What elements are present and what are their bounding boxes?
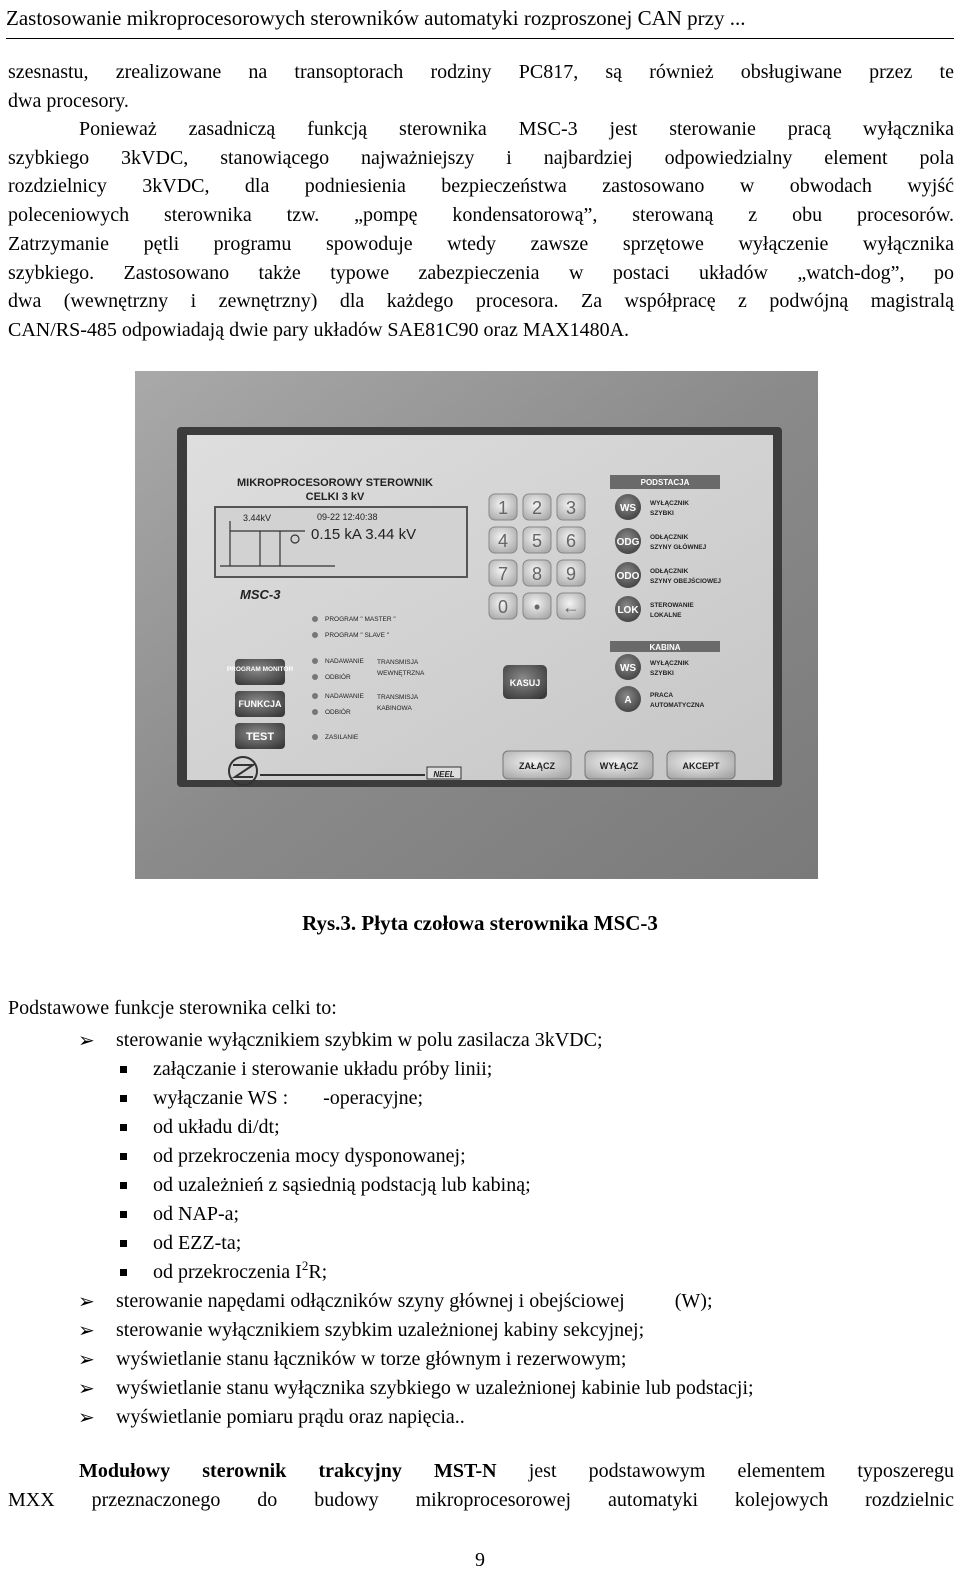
keypad-key-label: 7 (497, 564, 509, 584)
list-item (0, 1200, 960, 1229)
square-bullet-icon (120, 1153, 127, 1160)
arrow-bullet-icon: ➢ (78, 1318, 95, 1342)
panel-button-label: AKCEPT (682, 761, 720, 771)
svg-text:ZASILANIE: ZASILANIE (325, 734, 359, 741)
svg-text:ODBIÓR: ODBIÓR (325, 709, 351, 716)
square-bullet-icon (120, 1211, 127, 1218)
text-line: Modułowy sterownik trakcyjny MST-N jest podstawowym elementem typoszeregu (79, 1460, 954, 1482)
svg-text:KASUJ: KASUJ (509, 678, 541, 688)
square-bullet-icon (120, 1066, 127, 1073)
podstacja-label: PODSTACJA (640, 478, 690, 487)
list-item (0, 1287, 960, 1316)
text-line: rozdzielnicy 3kVDC, dla podniesienia bezpieczeństwa zastosowano w obwodach wyjść (8, 175, 954, 198)
list-item (0, 1084, 960, 1113)
side-button-label: SZYNY OBEJŚCIOWEJ (650, 578, 722, 585)
svg-text:TRANSMISJA: TRANSMISJA (377, 694, 419, 701)
svg-text:TRANSMISJA: TRANSMISJA (377, 659, 419, 666)
list-item (0, 1113, 960, 1142)
text-line: dwa (wewnętrzny i zewnętrzny) dla każdego procesora. Za współpracę z podwójną magistralą (8, 290, 954, 313)
figure-caption: Rys.3. Płyta czołowa sterownika MSC-3 (302, 911, 658, 935)
list-item-text-after: R; (308, 1261, 328, 1283)
list-item (0, 1345, 960, 1374)
svg-text:PROGRAM MONITOR: PROGRAM MONITOR (226, 666, 294, 673)
kabina-label: KABINA (649, 643, 681, 652)
side-button-key: WS (619, 503, 637, 514)
left-buttons (227, 659, 294, 749)
keypad-key-label: 3 (565, 498, 577, 518)
side-button-label: SZYNY GŁÓWNEJ (650, 544, 707, 551)
list-item-text: wyświetlanie pomiaru prądu oraz napięcia.. (116, 1406, 465, 1428)
text-line: MXX przeznaczonego do budowy mikroprocesorowej automatyki kolejowych rozdzielnic (8, 1488, 954, 1511)
list-item-text: od uzależnień z sąsiednią podstacją lub kabiną; (153, 1174, 531, 1196)
text-line: Ponieważ zasadniczą funkcją sterownika MSC-3 jest sterowanie pracą wyłącznika (79, 118, 954, 140)
svg-text:KABINOWA: KABINOWA (377, 705, 412, 712)
keypad-key-label: 1 (497, 498, 509, 518)
keypad-key-label: ← (562, 597, 580, 617)
arrow-bullet-icon: ➢ (78, 1347, 95, 1371)
side-button-key: LOK (617, 605, 639, 616)
square-bullet-icon (120, 1095, 127, 1102)
side-button-label: STEROWANIE (650, 602, 694, 609)
superscript: 2 (301, 1258, 309, 1273)
arrow-bullet-icon: ➢ (78, 1289, 95, 1313)
side-button-key: WS (619, 663, 637, 674)
side-button-label: SZYBKI (650, 510, 674, 517)
list-item (0, 1142, 960, 1171)
side-button-label: PRACA (650, 692, 674, 699)
list-item (0, 1229, 960, 1258)
side-button-key: A (624, 695, 632, 706)
keypad-key-label: 5 (531, 531, 543, 551)
paragraph-mst-n (8, 1457, 954, 1514)
text-line: dwa procesory. (8, 89, 129, 112)
arrow-bullet-icon: ➢ (78, 1405, 95, 1429)
list-item-text: od EZZ-ta; (153, 1232, 242, 1254)
list-item-text: od przekroczenia mocy dysponowanej; (153, 1145, 466, 1167)
keypad-key-label: 2 (531, 498, 543, 518)
svg-text:WEWNĘTRZNA: WEWNĘTRZNA (377, 670, 425, 677)
running-header: Zastosowanie mikroprocesorowych sterowników automatyki rozproszonej CAN przy ... (6, 6, 746, 30)
functions-list (0, 1026, 960, 1432)
paragraph-continuation (8, 58, 954, 115)
side-button-label: ODŁĄCZNIK (650, 568, 689, 575)
keypad-key-label: 6 (565, 531, 577, 551)
list-item (0, 1403, 960, 1432)
panel-title: MIKROPROCESOROWY STEROWNIK (237, 477, 433, 489)
text-line: CAN/RS-485 odpowiadają dwie pary układów SAE81C90 oraz MAX1480A. (8, 318, 630, 341)
list-item-text: sterowanie wyłącznikiem szybkim w polu zasilacza 3kVDC; (116, 1029, 603, 1051)
list-item-text: sterowanie wyłącznikiem szybkim uzależnionej kabiny sekcyjnej; (116, 1319, 645, 1341)
model-label: MSC-3 (240, 587, 281, 602)
arrow-bullet-icon: ➢ (78, 1028, 95, 1052)
header-rule (6, 38, 954, 39)
list-item-text: załączanie i sterowanie układu próby linii; (153, 1058, 493, 1080)
square-bullet-icon (120, 1269, 127, 1276)
paragraph-safety (8, 115, 954, 345)
keypad-key-label: • (533, 597, 541, 617)
svg-text:PROGRAM " SLAVE ": PROGRAM " SLAVE " (325, 632, 390, 639)
svg-text:FUNKCJA: FUNKCJA (238, 699, 282, 709)
list-item-text: wyświetlanie stanu wyłącznika szybkiego w uzależnionej kabinie lub podstacji; (116, 1377, 754, 1399)
keypad-key-label: 0 (497, 597, 509, 617)
side-button-label: WYŁĄCZNIK (650, 660, 689, 667)
list-item-text: od układu di/dt; (153, 1116, 280, 1138)
page-number: 9 (475, 1549, 485, 1571)
side-button-label: AUTOMATYCZNA (650, 702, 705, 709)
svg-text:PROGRAM " MASTER ": PROGRAM " MASTER " (325, 616, 396, 623)
side-button-key: ODO (616, 571, 640, 582)
panel-button-label: WYŁĄCZ (599, 761, 639, 771)
text-line: szybkiego. Zastosowano także typowe zabezpieczenia w postaci układów „watch-dog”, po (8, 261, 954, 284)
lcd-topleft: 3.44kV (243, 513, 272, 523)
lcd-line2: 0.15 kA 3.44 kV (311, 526, 417, 543)
list-item-text: wyświetlanie stanu łączników w torze głównym i rezerwowym; (116, 1348, 627, 1370)
keypad-key-label: 9 (565, 564, 577, 584)
list-item-text: od przekroczenia $I^2R$; (153, 1258, 328, 1283)
svg-text:ODBIÓR: ODBIÓR (325, 674, 351, 681)
side-button-label: WYŁĄCZNIK (650, 500, 689, 507)
panel-subtitle: CELKI 3 kV (305, 491, 365, 503)
text-line: poleceniowych sterownika tzw. „pompę kondensatorową”, sterowaną z obu procesorów. (8, 204, 954, 227)
list-item (0, 1026, 960, 1055)
text-line: szesnastu, zrealizowane na transoptorach rodziny PC817, są również obsługiwane przez te (8, 61, 954, 83)
text-line: Zatrzymanie pętli programu spowoduje wtedy zawsze sprzętowe wyłączenie wyłącznika (8, 232, 954, 255)
list-item (0, 1374, 960, 1403)
bold-lead: Modułowy sterownik trakcyjny MST-N (79, 1460, 497, 1482)
lcd-line1: 09-22 12:40:38 (317, 512, 378, 522)
square-bullet-icon (120, 1182, 127, 1189)
svg-text:NADAWANIE: NADAWANIE (325, 693, 364, 700)
panel-button-label: ZAŁĄCZ (519, 761, 555, 771)
list-item (0, 1316, 960, 1345)
list-item-text: wyłączanie WS : -operacyjne; (153, 1087, 424, 1109)
side-button-label: LOKALNE (650, 612, 682, 619)
figure-photo-msc3-front-panel (135, 371, 818, 879)
arrow-bullet-icon: ➢ (78, 1376, 95, 1400)
list-item (0, 1258, 960, 1287)
side-button-key: ODG (616, 537, 640, 548)
bottom-buttons (503, 751, 735, 779)
svg-text:TEST: TEST (245, 731, 275, 743)
square-bullet-icon (120, 1240, 127, 1247)
square-bullet-icon (120, 1124, 127, 1131)
side-button-label: ODŁĄCZNIK (650, 534, 689, 541)
functions-intro: Podstawowe funkcje sterownika celki to: (8, 997, 337, 1019)
text-line: szybkiego 3kVDC, stanowiącego najważniejszy i najbardziej odpowiedzialny element pola (8, 146, 954, 169)
svg-text:NEEL: NEEL (433, 770, 455, 779)
svg-text:NADAWANIE: NADAWANIE (325, 658, 364, 665)
keypad-key-label: 8 (531, 564, 543, 584)
list-item (0, 1171, 960, 1200)
list-item-text: od NAP-a; (153, 1203, 240, 1225)
list-item-text: sterowanie napędami odłączników szyny głównej i obejściowej (W); (116, 1290, 713, 1312)
keypad-key-label: 4 (497, 531, 509, 551)
list-item (0, 1055, 960, 1084)
side-button-label: SZYBKI (650, 670, 674, 677)
